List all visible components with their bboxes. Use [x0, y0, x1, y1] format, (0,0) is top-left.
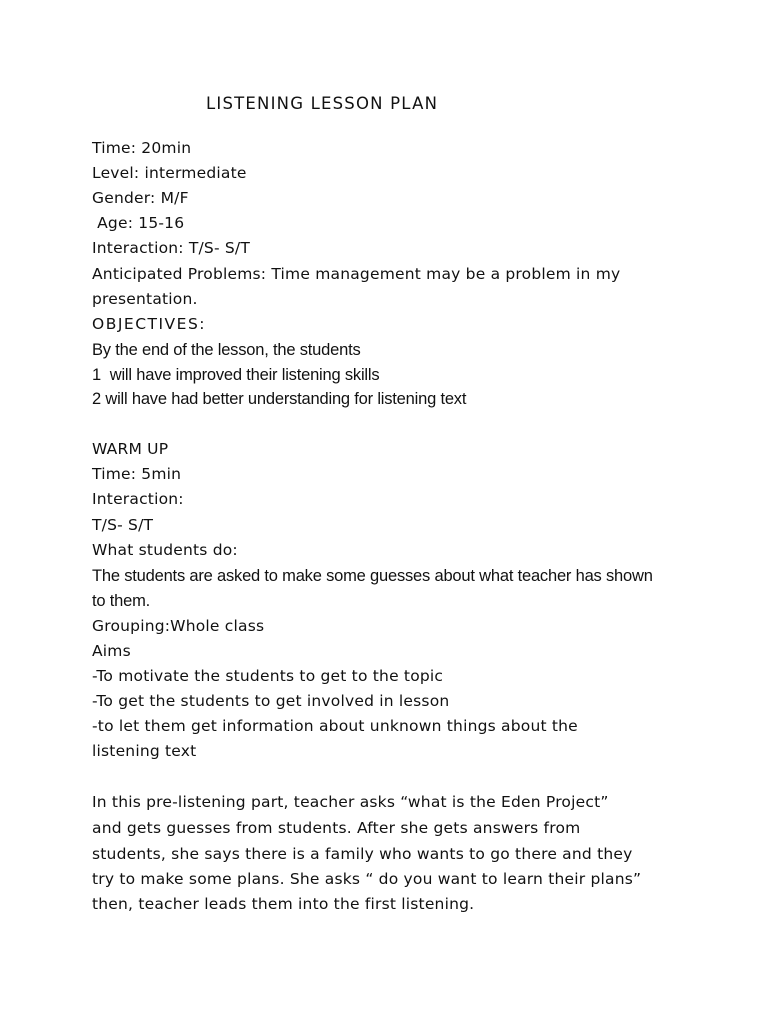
paragraph-line: then, teacher leads them into the first listening. [92, 895, 475, 913]
anticipated-problems-continued: presentation. [92, 290, 198, 308]
level-line: Level: intermediate [92, 164, 247, 182]
what-students-do-label: What students do: [92, 541, 238, 559]
objectives-heading: OBJECTIVES: [92, 315, 207, 333]
objective-item: 2 will have had better understanding for listening text [92, 390, 467, 408]
warm-up-time: Time: 5min [92, 465, 182, 483]
aims-heading: Aims [92, 642, 131, 660]
objective-item: 1 will have improved their listening skills [92, 366, 380, 384]
time-line: Time: 20min [92, 139, 192, 157]
paragraph-line: students, she says there is a family who wants to go there and they [92, 845, 633, 863]
warm-up-heading: WARM UP [92, 440, 169, 458]
interaction-line: Interaction: T/S- S/T [92, 239, 251, 257]
paragraph-line: try to make some plans. She asks “ do you want to learn their plans” [92, 870, 642, 888]
gender-line: Gender: M/F [92, 189, 189, 207]
what-students-do-text-continued: to them. [92, 592, 151, 610]
warm-up-interaction-label: Interaction: [92, 490, 184, 508]
anticipated-problems-line: Anticipated Problems: Time management may be a problem in my [92, 265, 621, 283]
paragraph-line: In this pre-listening part, teacher asks “what is the Eden Project” [92, 793, 609, 811]
grouping-line: Grouping:Whole class [92, 617, 265, 635]
objectives-intro: By the end of the lesson, the students [92, 341, 361, 359]
aim-item: -To motivate the students to get to the topic [92, 667, 444, 685]
aim-item: -to let them get information about unknown things about the [92, 717, 578, 735]
what-students-do-text: The students are asked to make some guesses about what teacher has shown [92, 567, 653, 585]
paragraph-line: and gets guesses from students. After she gets answers from [92, 819, 581, 837]
warm-up-interaction-value: T/S- S/T [92, 516, 154, 534]
age-line: Age: 15-16 [92, 214, 185, 232]
aim-item-continued: listening text [92, 742, 197, 760]
page-title: LISTENING LESSON PLAN [206, 94, 439, 113]
aim-item: -To get the students to get involved in lesson [92, 692, 450, 710]
